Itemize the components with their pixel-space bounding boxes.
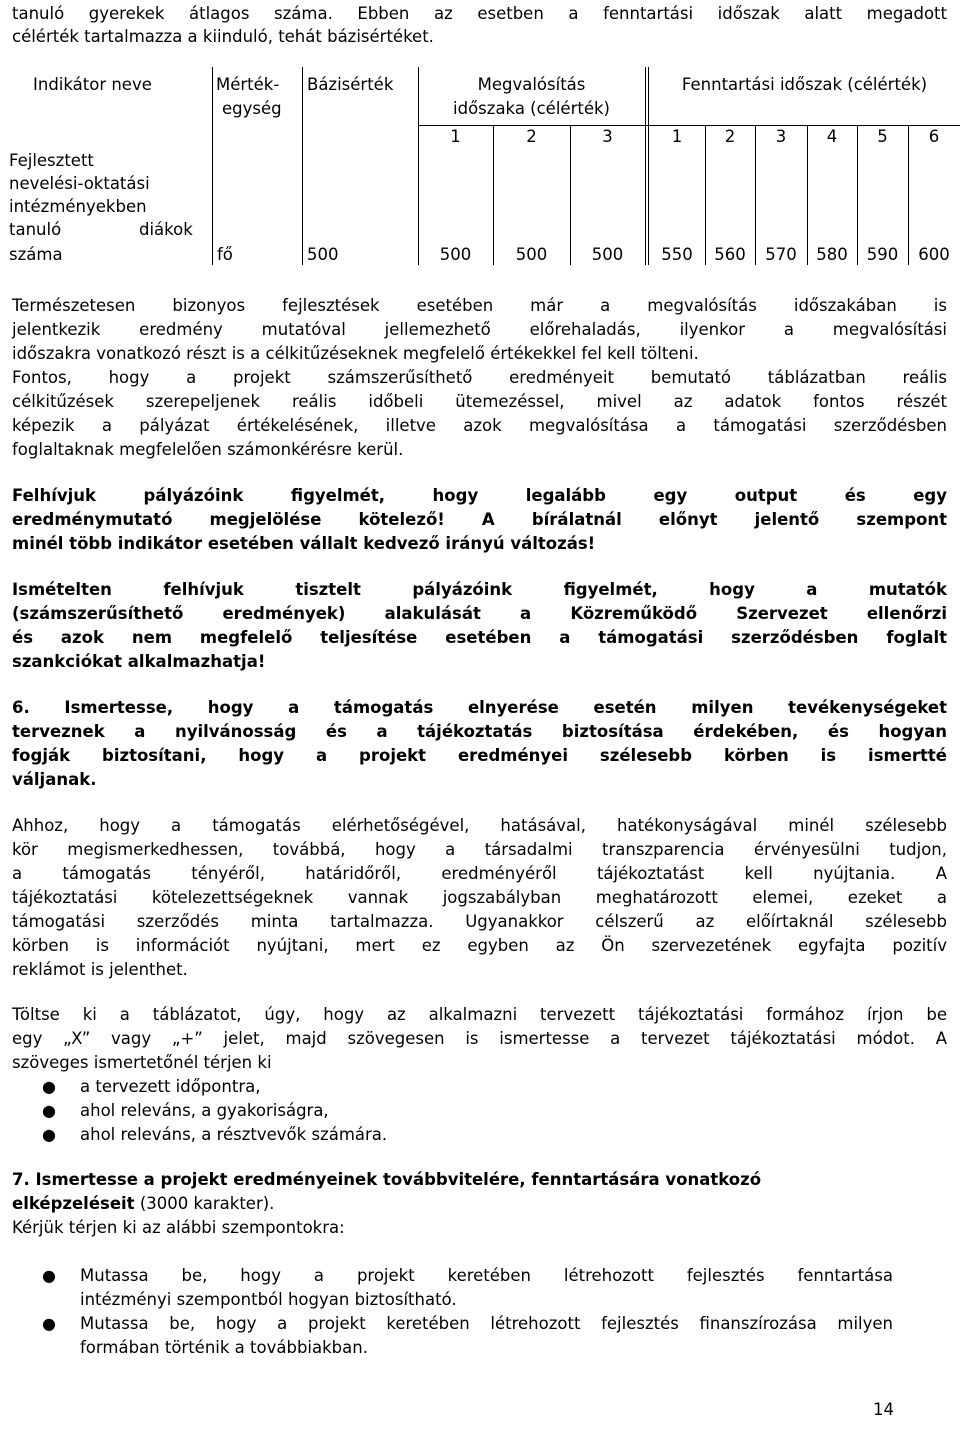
bullet1-item-1: a tervezett időpontra, (80, 1077, 261, 1096)
header-impl-line2: időszaka (célérték) (453, 99, 610, 118)
impl-period-1: 1 (450, 127, 461, 146)
para3-line-4: tájékoztatási kötelezettségeknek vannak jogszabályban meghatározott elemei, ezeket a (12, 888, 947, 907)
bullet2-item-1-line-2: intézményi szempontból hogyan biztosítható. (80, 1290, 457, 1309)
row-name-line-5: száma (9, 245, 63, 264)
notice2-line-1: Ismételten felhívjuk tisztelt pályázóink figyelmét, hogy a mutatók (12, 580, 947, 599)
section6-heading-line-2: terveznek a nyilvánosság és a tájékoztatás biztosítása érdekében, és hogyan (12, 722, 947, 741)
section7-heading-line-2 (12, 1192, 947, 1216)
header-base: Bázisérték (307, 75, 394, 94)
para2-line-2: célkitűzések szerepeljenek reális időbeli ütemezéssel, mivel az adatok fontos részét (12, 392, 947, 411)
bullet-dot: ● (42, 1314, 56, 1333)
notice1-line-3: minél több indikátor esetében vállalt kedvező irányú változás! (12, 534, 596, 553)
row-impl-value-1: 500 (439, 245, 472, 264)
para3-line-6: körben is információt nyújtani, mert ez egyben az Ön szervezetének egyfajta pozitív (12, 936, 947, 955)
row-name-line-4b: diákok (139, 220, 193, 239)
para4-line-1: Töltse ki a táblázatot, úgy, hogy az alkalmazni tervezett tájékoztatási formához írjon be (12, 1005, 947, 1024)
bullet2-item-1-line-1: Mutassa be, hogy a projekt keretében létrehozott fejlesztés fenntartása (80, 1266, 893, 1285)
header-unit-line2: egység (222, 99, 282, 118)
section6-heading-line-1: 6. Ismertesse, hogy a támogatás elnyerése esetén milyen tevékenységeket (12, 698, 947, 717)
row-name-line-4a: tanuló (9, 220, 62, 239)
row-maint-value-6: 600 (918, 245, 950, 264)
bullet1-item-3: ahol releváns, a résztvevők számára. (80, 1125, 388, 1144)
para2-line-3: képezik a pályázat értékelésének, illetve azok megvalósítása a támogatási szerződésben (12, 416, 947, 435)
row-maint-value-2: 560 (714, 245, 746, 264)
indicator-table (5, 67, 960, 267)
para1-line-3: időszakra vonatkozó részt is a célkitűzéseknek megfelelő értékekkel fel kell tölteni. (12, 344, 699, 363)
notice1-line-1: Felhívjuk pályázóink figyelmét, hogy legalább egy output és egy (12, 486, 947, 505)
notice2-line-3: és azok nem megfelelő teljesítése esetében a támogatási szerződésben foglalt (12, 628, 947, 647)
row-name-line-1: Fejlesztett (9, 151, 94, 170)
para4-line-2: egy „X” vagy „+” jelet, majd szövegesen is ismertesse a tervezet tájékoztatási módot. A (12, 1029, 947, 1048)
row-maint-value-1: 550 (661, 245, 693, 264)
para3-line-7: reklámot is jelenthet. (12, 960, 188, 979)
para3-line-2: kör megismerkedhessen, továbbá, hogy a társadalmi transzparencia érvényesülni tudjon, (12, 840, 947, 859)
row-unit: fő (217, 245, 233, 264)
bullet-dot: ● (42, 1077, 56, 1096)
maint-period-4: 4 (826, 127, 838, 146)
para1-line-2: jelentkezik eredmény mutatóval jellemezhető előrehaladás, ilyenkor a megvalósítási (12, 320, 947, 339)
page-number: 14 (873, 1400, 894, 1419)
row-name-line-2: nevelési-oktatási (9, 174, 150, 193)
bullet-dot: ● (42, 1101, 56, 1120)
para3-line-3: a támogatás tényéről, határidőről, eredményéről tájékoztatást kell nyújtania. A (12, 864, 947, 883)
maint-period-6: 6 (928, 127, 940, 146)
section7-instruction: Kérjük térjen ki az alábbi szempontokra: (12, 1218, 345, 1237)
para3-line-1: Ahhoz, hogy a támogatás elérhetőségével, hatásával, hatékonyságával minél szélesebb (12, 816, 947, 835)
row-maint-value-4: 580 (816, 245, 848, 264)
intro-line-2: célérték tartalmazza a kiinduló, tehát bázisértéket. (12, 27, 434, 46)
para3-line-5: támogatási szerződés minta tartalmazza. Ugyanakkor célszerű az előírtaknál szélesebb (12, 912, 947, 931)
header-unit-line1: Mérték- (216, 75, 280, 94)
bullet-dot: ● (42, 1266, 56, 1285)
maint-period-3: 3 (775, 127, 787, 146)
bullet1-item-2: ahol releváns, a gyakoriságra, (80, 1101, 329, 1120)
bullet2-item-2-line-1: Mutassa be, hogy a projekt keretében létrehozott fejlesztés finanszírozása milyen (80, 1314, 893, 1333)
section7-heading-bold: elképzeléseit (12, 1194, 135, 1213)
para2-line-1: Fontos, hogy a projekt számszerűsíthető eredményeit bemutató táblázatban reális (12, 368, 947, 387)
row-name-line-3: intézményekben (9, 197, 147, 216)
notice2-line-2: (számszerűsíthető eredmények) alakulását a Közreműködő Szervezet ellenőrzi (12, 604, 947, 623)
header-indicator: Indikátor neve (33, 75, 152, 94)
impl-period-3: 3 (602, 127, 613, 146)
section7-heading-rest: (3000 karakter). (134, 1194, 275, 1213)
bullet2-item-2-line-2: formában történik a továbbiakban. (80, 1338, 368, 1357)
para1-line-1: Természetesen bizonyos fejlesztések esetében már a megvalósítás időszakában is (12, 296, 947, 315)
intro-line-1: tanuló gyerekek átlagos száma. Ebben az esetben a fenntartási időszak alatt megadott (12, 4, 947, 23)
maint-period-2: 2 (724, 127, 736, 146)
para4-line-3: szöveges ismertetőnél térjen ki (12, 1053, 272, 1072)
impl-period-2: 2 (526, 127, 537, 146)
para2-line-4: foglaltaknak megfelelően számonkérésre kerül. (12, 440, 404, 459)
row-impl-value-2: 500 (515, 245, 548, 264)
row-impl-value-3: 500 (591, 245, 624, 264)
header-maintenance: Fenntartási időszak (célérték) (681, 75, 928, 94)
section6-heading-line-4: váljanak. (12, 770, 97, 789)
maint-period-5: 5 (877, 127, 888, 146)
section6-heading-line-3: fogják biztosítani, hogy a projekt eredményei szélesebb körben is ismertté (12, 746, 947, 765)
maint-period-1: 1 (671, 127, 683, 146)
bullet-dot: ● (42, 1125, 56, 1144)
notice2-line-4: szankciókat alkalmazhatja! (12, 652, 266, 671)
header-impl-line1: Megvalósítás (477, 75, 586, 94)
row-maint-value-5: 590 (866, 245, 899, 264)
notice1-line-2: eredménymutató megjelölése kötelező! A bírálatnál előnyt jelentő szempont (12, 510, 947, 529)
row-base-value: 500 (307, 245, 339, 264)
section7-heading-line-1: 7. Ismertesse a projekt eredményeinek továbbvitelére, fenntartására vonatkozó (12, 1170, 762, 1189)
row-maint-value-3: 570 (765, 245, 797, 264)
